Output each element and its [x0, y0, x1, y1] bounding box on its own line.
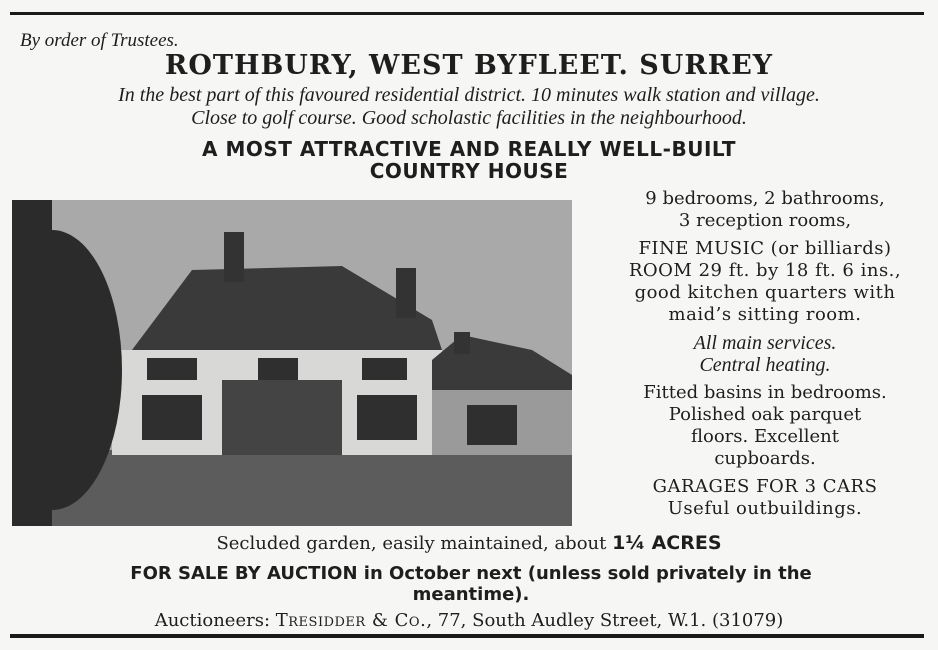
auctioneers-line [0, 610, 938, 631]
porch [222, 380, 342, 455]
feature-line: Fitted basins in bedrooms. [643, 382, 887, 403]
by-order-text: By order of Trustees. [20, 30, 179, 51]
auction-line-2: meantime). [412, 584, 530, 605]
headline-line-1: A MOST ATTRACTIVE AND REALLY WELL-BUILT [202, 137, 736, 161]
window [467, 405, 517, 445]
feature-line: 9 bedrooms, 2 bathrooms, [645, 188, 885, 209]
feature-line: All main services. [693, 332, 837, 354]
feature-music-room [600, 238, 930, 326]
window [258, 358, 298, 380]
feature-services [600, 332, 930, 376]
window [147, 358, 197, 380]
window [362, 358, 407, 380]
auctioneers-prefix: Auctioneers: [154, 610, 276, 631]
headline [0, 138, 938, 182]
feature-line: cupboards. [714, 448, 816, 469]
feature-line: Useful outbuildings. [667, 498, 863, 519]
auction-line-1: FOR SALE BY AUCTION in October next (unless sold privately in the [130, 563, 812, 584]
auctioneers-address: , 77, South Audley Street, W.1. (31079) [426, 610, 784, 631]
chimney-left [224, 232, 244, 282]
feature-line: 3 reception rooms, [678, 210, 852, 231]
window [142, 395, 202, 440]
feature-garages [600, 476, 930, 520]
headline-line-2: COUNTRY HOUSE [369, 159, 569, 183]
garden-acres: 1¼ ACRES [612, 532, 722, 554]
feature-line: Central heating. [699, 354, 831, 376]
intro-line-2: Close to golf course. Good scholastic facilities in the neighbourhood. [191, 107, 747, 129]
wing-chimney [454, 332, 470, 354]
feature-line: ROOM 29 ft. by 18 ft. 6 ins., [628, 260, 902, 281]
bottom-rule [10, 634, 924, 638]
feature-line: Polished oak parquet [668, 404, 862, 425]
feature-line: floors. Excellent [691, 426, 839, 447]
auction-notice [18, 563, 924, 605]
auctioneers-name: Tresidder & Co. [275, 610, 427, 631]
feature-line: maid’s sitting room. [668, 304, 862, 325]
feature-line: FINE MUSIC (or billiards) [638, 238, 892, 259]
top-rule [10, 12, 924, 15]
garden-description: Secluded garden, easily maintained, about [216, 533, 613, 554]
property-title: ROTHBURY, WEST BYFLEET. SURREY [164, 50, 774, 81]
intro-line-1: In the best part of this favoured residential district. 10 minutes walk station and village. [118, 84, 820, 106]
intro-text [0, 84, 938, 130]
feature-line: good kitchen quarters with [634, 282, 896, 303]
chimney-right [396, 268, 416, 318]
garden-text [0, 532, 938, 554]
window [357, 395, 417, 440]
feature-line: GARAGES FOR 3 CARS [652, 476, 878, 497]
house-photo [12, 200, 572, 526]
feature-fittings [600, 382, 930, 470]
feature-rooms [600, 188, 930, 232]
features-list [600, 188, 930, 526]
